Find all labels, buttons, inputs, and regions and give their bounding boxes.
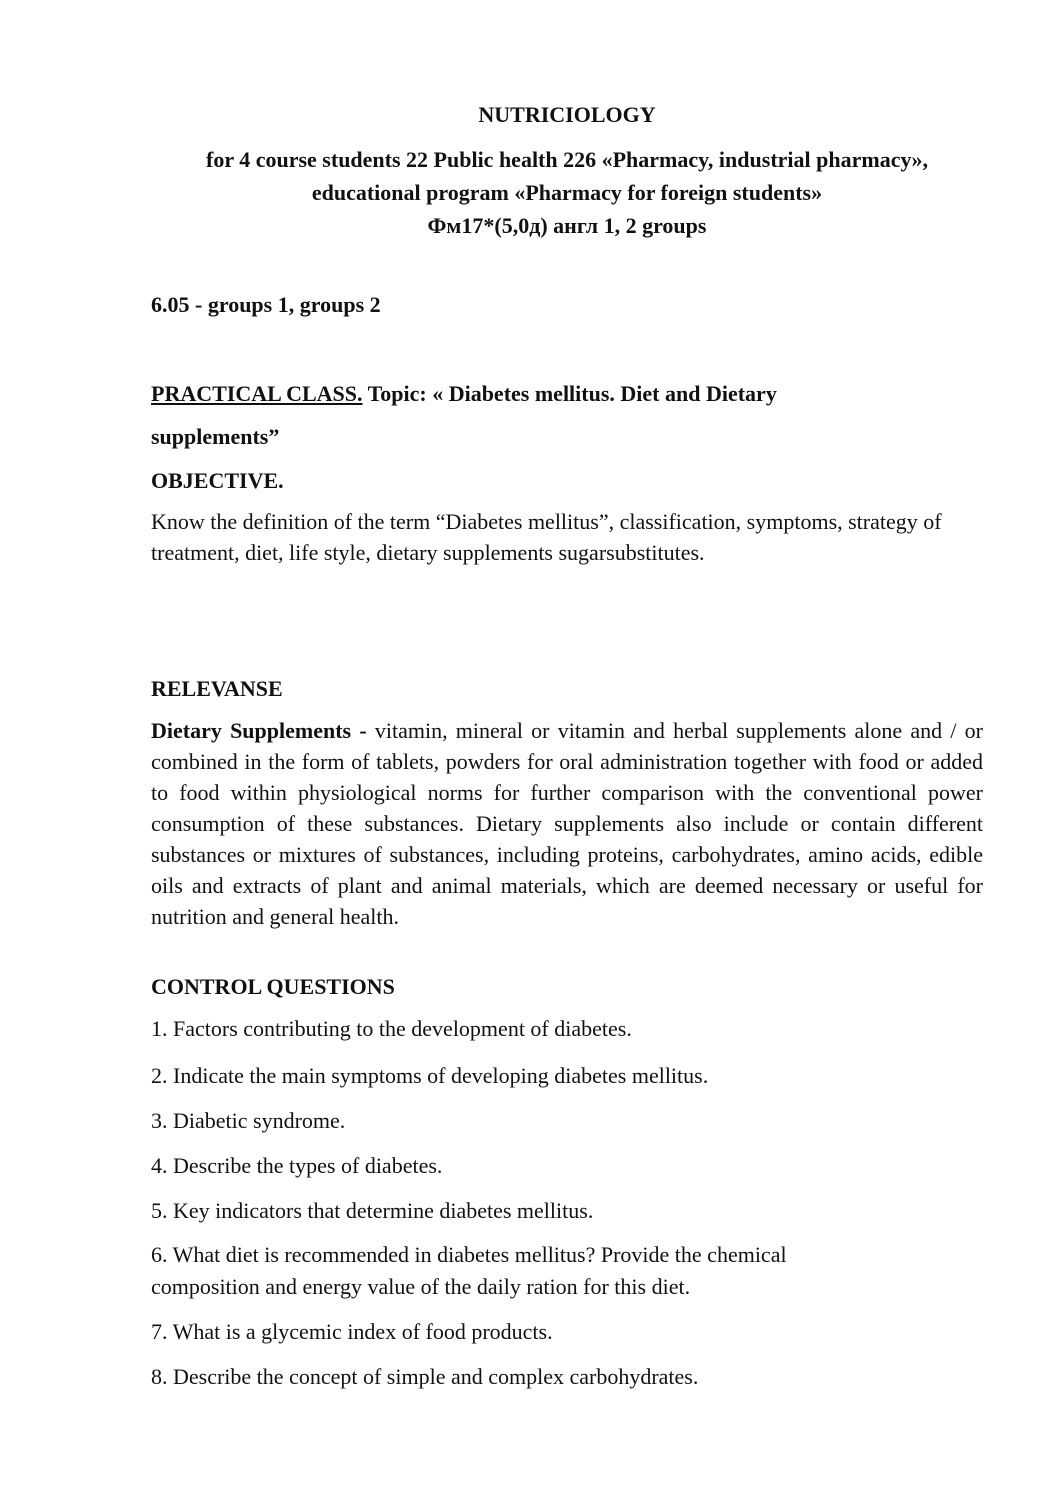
question-3: 3. Diabetic syndrome.: [151, 1108, 346, 1133]
course-line-3: Фм17*(5,0д) англ 1, 2 groups: [427, 213, 707, 238]
question-5: 5. Key indicators that determine diabetes mellitus.: [151, 1198, 594, 1223]
question-4: 4. Describe the types of diabetes.: [151, 1153, 443, 1178]
question-2: 2. Indicate the main symptoms of developing diabetes mellitus.: [151, 1063, 709, 1088]
topic-text: Topic: « Diabetes mellitus. Diet and Dietary: [362, 381, 777, 406]
question-7: 7. What is a glycemic index of food products.: [151, 1319, 553, 1344]
practical-topic-line-1: [151, 380, 777, 409]
relevance-text: vitamin, mineral or vitamin and herbal supplements alone and / or combined in the form of tablets, powders for oral administration together with food or added to food within physiological norms for further comparison with the conventional power consumption of these substances. Dietary supplements also include or contain different substances or mixtures of substances, including proteins, carbohydrates, amino acids, edible oils and extracts of plant and animal materials, which are deemed necessary or useful for nutrition and general health.: [151, 718, 983, 929]
document-title: NUTRICIOLOGY: [478, 102, 656, 127]
practical-topic-line-2: supplements”: [151, 424, 280, 449]
dietary-supplements-term: Dietary Supplements -: [151, 718, 367, 743]
course-line-2: educational program «Pharmacy for foreign students»: [311, 180, 823, 205]
objective-text: Know the definition of the term “Diabetes mellitus”, classification, symptoms, strategy of treatment, diet, life style, dietary supplements sugarsubstitutes.: [151, 509, 942, 565]
question-6-line-2: composition and energy value of the daily ration for this diet.: [151, 1274, 691, 1299]
objective-heading: OBJECTIVE.: [151, 468, 284, 493]
course-line-1: for 4 course students 22 Public health 226 «Pharmacy, industrial pharmacy»,: [206, 147, 928, 172]
question-1: 1. Factors contributing to the development of diabetes.: [151, 1016, 632, 1041]
question-8: 8. Describe the concept of simple and complex carbohydrates.: [151, 1364, 699, 1389]
date-groups-line: 6.05 - groups 1, groups 2: [151, 292, 381, 317]
question-6-line-1: 6. What diet is recommended in diabetes mellitus? Provide the chemical: [151, 1242, 787, 1267]
practical-class-label: PRACTICAL CLASS.: [151, 381, 363, 406]
relevance-heading: RELEVANSE: [151, 676, 283, 701]
relevance-paragraph: [151, 715, 983, 932]
control-questions-heading: CONTROL QUESTIONS: [151, 974, 395, 999]
